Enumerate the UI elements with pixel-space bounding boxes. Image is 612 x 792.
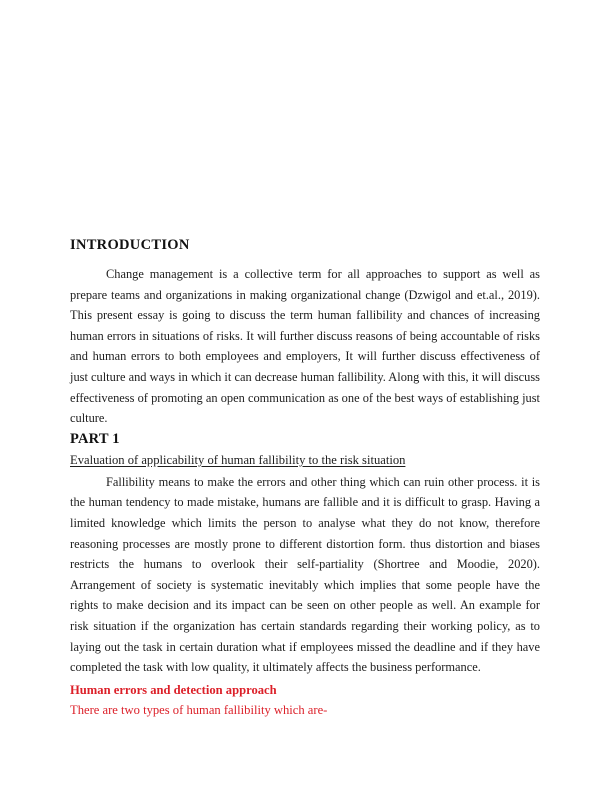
part1-subheading-underlined: Evaluation of applicability of human fallibility to the risk situation [70, 452, 406, 467]
part1-paragraph: Fallibility means to make the errors and other thing which can ruin other process. it is the human tendency to made mistake, humans are fallible and it is difficult to grasp. Having a limited knowledge which limits the person to analyse what they do not know, therefore reasoning processes are mostly prone to different distortion form. thus distortion and biases restricts the humans to overlook their self-partiality (Shortree and Moodie, 2020). Arrangement of society is systematic inevitably which implies that some people have the rights to make decision and its impact can be seen on other people as well. An example for risk situation if the organization has certain standards regarding their working policy, as to laying out the task in certain duration what if employees missed the deadline and if they have completed the task with low quality, it ultimately affects the business performance. [70, 474, 540, 675]
essay-content [70, 0, 540, 721]
human-errors-red-heading: Human errors and detection approach [70, 682, 277, 697]
part1-heading: PART 1 [70, 430, 120, 447]
introduction-paragraph: Change management is a collective term for all approaches to support as well as prepare teams and organizations in making organizational change (Dzwigol and et.al., 2019). This present essay is going to discuss the term human fallibility and chances of increasing human errors in situations of risks. It will further discuss reasons of being accountable of risks and human errors to both employees and employers, It will further discuss effectiveness of just culture and ways in which it can decrease human fallibility. Along with this, it will discuss effectiveness of promoting an open communication as one of the best ways of establishing just culture. [70, 267, 540, 426]
two-types-red-line: There are two types of human fallibility which are- [70, 703, 328, 718]
introduction-heading: INTRODUCTION [70, 237, 190, 253]
